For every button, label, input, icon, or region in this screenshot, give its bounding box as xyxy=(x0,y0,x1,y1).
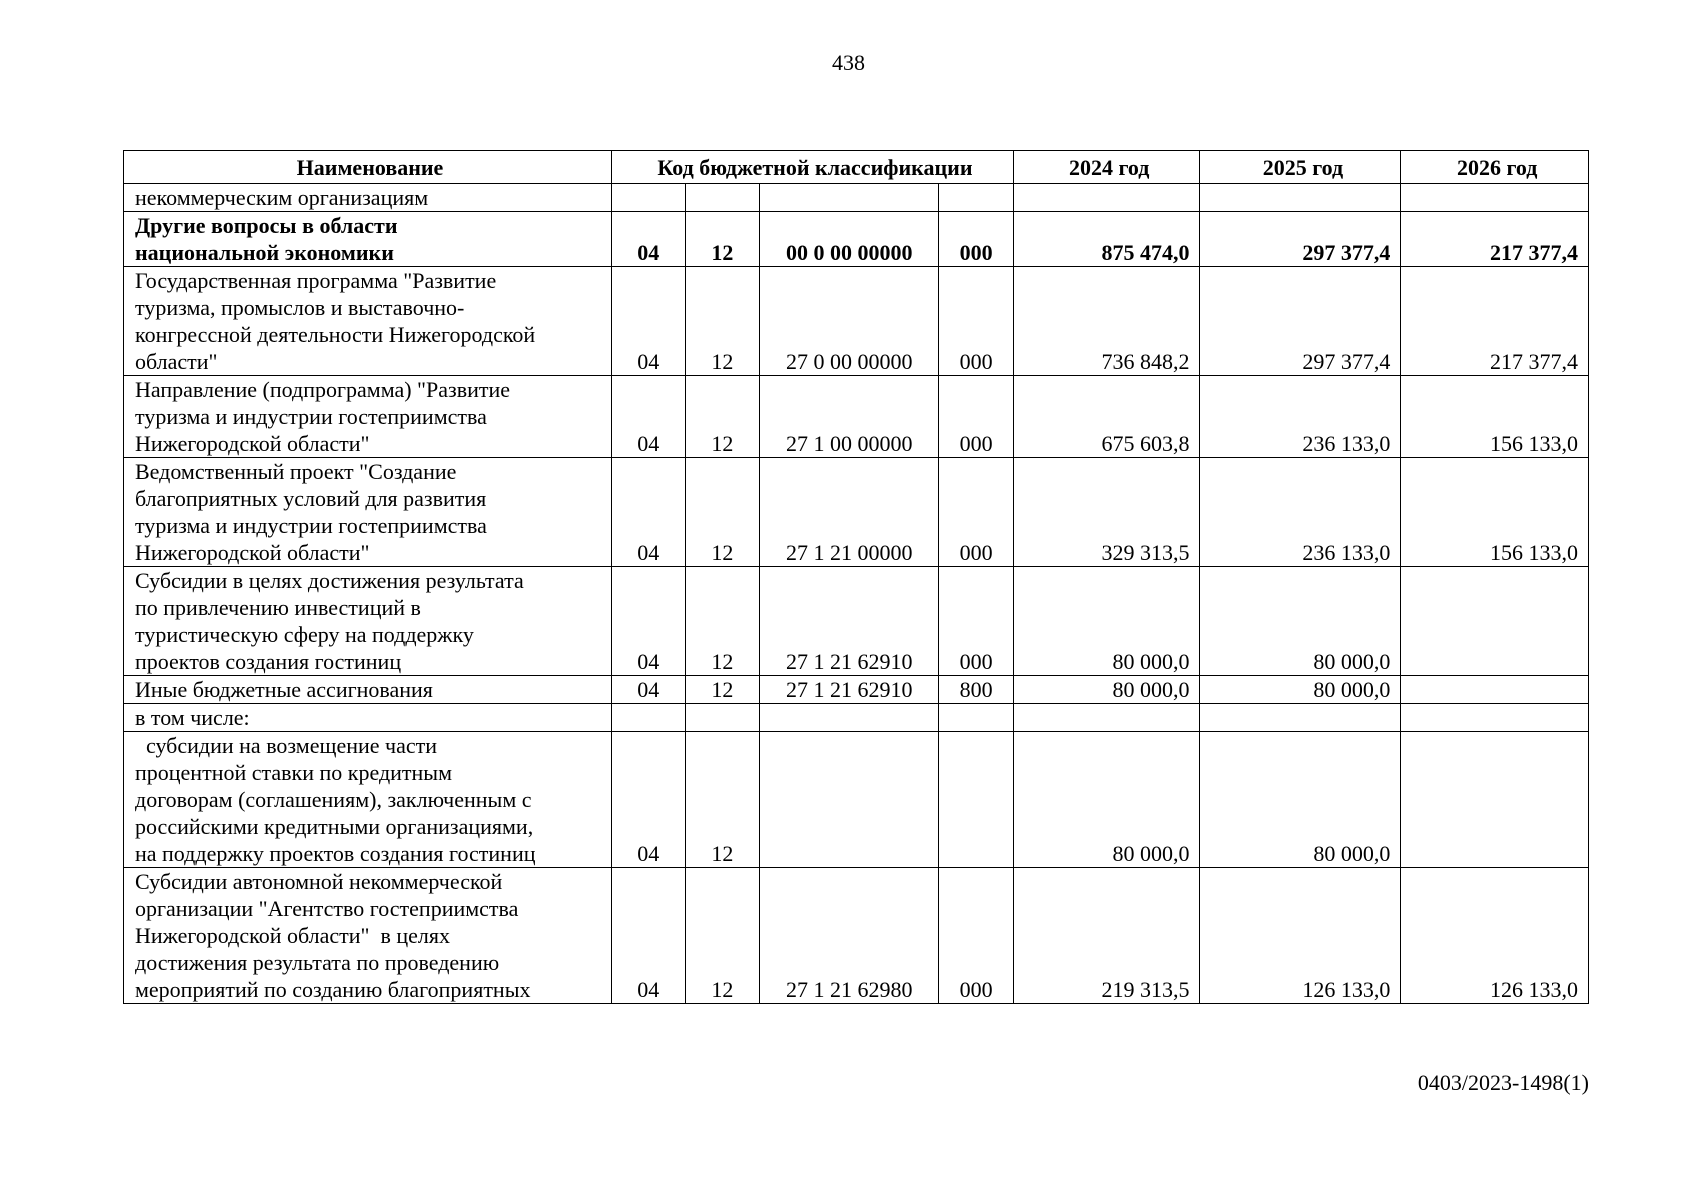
expense-type-code xyxy=(939,704,1014,732)
value-2025 xyxy=(1200,704,1401,732)
value-2024: 329 313,5 xyxy=(1013,458,1199,567)
row-name-line: Нижегородской области" xyxy=(135,431,370,456)
value-2026: 217 377,4 xyxy=(1401,267,1589,376)
target-article-code: 27 1 21 00000 xyxy=(760,458,939,567)
row-name xyxy=(124,458,612,567)
target-article-code: 27 1 21 62910 xyxy=(760,567,939,676)
target-article-code: 00 0 00 00000 xyxy=(760,212,939,267)
value-2026 xyxy=(1401,567,1589,676)
row-name xyxy=(124,868,612,1004)
value-2026 xyxy=(1401,732,1589,868)
value-2024 xyxy=(1013,184,1199,212)
value-2026 xyxy=(1401,676,1589,704)
row-name-line: туристическую сферу на поддержку xyxy=(135,622,474,647)
table-row xyxy=(124,704,1589,732)
row-name-line: Нижегородской области" xyxy=(135,540,370,565)
row-name-line: Направление (подпрограмма) "Развитие xyxy=(135,377,511,402)
value-2026: 156 133,0 xyxy=(1401,376,1589,458)
expense-type-code: 000 xyxy=(939,868,1014,1004)
table-row xyxy=(124,732,1589,868)
row-name-line: по привлечению инвестиций в xyxy=(135,595,421,620)
header-2024: 2024 год xyxy=(1013,151,1199,184)
row-name-line: некоммерческим организациям xyxy=(135,185,429,210)
value-2025: 80 000,0 xyxy=(1200,567,1401,676)
expense-type-code xyxy=(939,184,1014,212)
section-code: 04 xyxy=(611,567,685,676)
row-name-line: проектов создания гостиниц xyxy=(135,649,402,674)
section-code: 04 xyxy=(611,732,685,868)
value-2025: 126 133,0 xyxy=(1200,868,1401,1004)
value-2024: 80 000,0 xyxy=(1013,567,1199,676)
value-2025 xyxy=(1200,184,1401,212)
table-row xyxy=(124,184,1589,212)
row-name-line: Субсидии в целях достижения результата xyxy=(135,568,524,593)
section-code: 04 xyxy=(611,376,685,458)
target-article-code xyxy=(760,732,939,868)
expense-type-code: 000 xyxy=(939,567,1014,676)
target-article-code: 27 1 21 62910 xyxy=(760,676,939,704)
table-row xyxy=(124,458,1589,567)
row-name-line: Государственная программа "Развитие xyxy=(135,268,497,293)
row-name-line: туризма, промыслов и выставочно- xyxy=(135,295,465,320)
table-row xyxy=(124,868,1589,1004)
expense-type-code: 000 xyxy=(939,212,1014,267)
table-header-row xyxy=(124,151,1589,184)
target-article-code: 27 1 21 62980 xyxy=(760,868,939,1004)
row-name-line: Нижегородской области" в целях xyxy=(135,923,451,948)
target-article-code xyxy=(760,184,939,212)
value-2026 xyxy=(1401,184,1589,212)
target-article-code xyxy=(760,704,939,732)
target-article-code: 27 0 00 00000 xyxy=(760,267,939,376)
table-row xyxy=(124,676,1589,704)
row-name-line: в том числе: xyxy=(135,705,250,730)
budget-table xyxy=(123,150,1589,1004)
section-code: 04 xyxy=(611,868,685,1004)
subsection-code: 12 xyxy=(685,458,760,567)
target-article-code: 27 1 00 00000 xyxy=(760,376,939,458)
value-2024: 675 603,8 xyxy=(1013,376,1199,458)
row-name-line: туризма и индустрии гостеприимства xyxy=(135,513,487,538)
subsection-code: 12 xyxy=(685,212,760,267)
table-row xyxy=(124,567,1589,676)
expense-type-code: 000 xyxy=(939,458,1014,567)
value-2025: 297 377,4 xyxy=(1200,267,1401,376)
subsection-code: 12 xyxy=(685,267,760,376)
row-name xyxy=(124,184,612,212)
subsection-code: 12 xyxy=(685,732,760,868)
header-2026: 2026 год xyxy=(1401,151,1589,184)
row-name-line: российскими кредитными организациями, xyxy=(135,814,534,839)
header-code: Код бюджетной классификации xyxy=(611,151,1013,184)
section-code: 04 xyxy=(611,212,685,267)
row-name-line: туризма и индустрии гостеприимства xyxy=(135,404,487,429)
row-name xyxy=(124,267,612,376)
section-code: 04 xyxy=(611,676,685,704)
row-name xyxy=(124,704,612,732)
subsection-code: 12 xyxy=(685,376,760,458)
row-name-line: на поддержку проектов создания гостиниц xyxy=(135,841,536,866)
row-name-line: Субсидии автономной некоммерческой xyxy=(135,869,503,894)
value-2025: 236 133,0 xyxy=(1200,376,1401,458)
row-name xyxy=(124,376,612,458)
value-2025: 236 133,0 xyxy=(1200,458,1401,567)
row-name-line: организации "Агентство гостеприимства xyxy=(135,896,519,921)
expense-type-code xyxy=(939,732,1014,868)
table-row xyxy=(124,267,1589,376)
row-name-line: национальной экономики xyxy=(135,240,394,265)
row-name xyxy=(124,732,612,868)
value-2024: 219 313,5 xyxy=(1013,868,1199,1004)
subsection-code: 12 xyxy=(685,868,760,1004)
value-2024: 875 474,0 xyxy=(1013,212,1199,267)
row-name-line: Другие вопросы в области xyxy=(135,213,398,238)
section-code xyxy=(611,184,685,212)
subsection-code: 12 xyxy=(685,676,760,704)
row-name-line: субсидии на возмещение части xyxy=(135,733,437,758)
expense-type-code: 000 xyxy=(939,267,1014,376)
document-code: 0403/2023-1498(1) xyxy=(1417,1070,1589,1095)
table-row xyxy=(124,376,1589,458)
row-name-line: Ведомственный проект "Создание xyxy=(135,459,457,484)
section-code: 04 xyxy=(611,458,685,567)
row-name-line: конгрессной деятельности Нижегородской xyxy=(135,322,536,347)
row-name-line: Иные бюджетные ассигнования xyxy=(135,677,433,702)
row-name-line: области" xyxy=(135,349,218,374)
row-name-line: мероприятий по созданию благоприятных xyxy=(135,977,531,1002)
value-2024: 80 000,0 xyxy=(1013,676,1199,704)
value-2024 xyxy=(1013,704,1199,732)
row-name xyxy=(124,567,612,676)
table-body xyxy=(124,184,1589,1004)
expense-type-code: 000 xyxy=(939,376,1014,458)
subsection-code: 12 xyxy=(685,567,760,676)
value-2024: 80 000,0 xyxy=(1013,732,1199,868)
row-name-line: достижения результата по проведению xyxy=(135,950,500,975)
section-code: 04 xyxy=(611,267,685,376)
subsection-code xyxy=(685,704,760,732)
header-name: Наименование xyxy=(124,151,612,184)
value-2026: 156 133,0 xyxy=(1401,458,1589,567)
value-2024: 736 848,2 xyxy=(1013,267,1199,376)
table-row xyxy=(124,212,1589,267)
row-name-line: благоприятных условий для развития xyxy=(135,486,487,511)
row-name-line: договорам (соглашениям), заключенным с xyxy=(135,787,532,812)
subsection-code xyxy=(685,184,760,212)
value-2025: 80 000,0 xyxy=(1200,676,1401,704)
value-2025: 80 000,0 xyxy=(1200,732,1401,868)
row-name xyxy=(124,676,612,704)
row-name-line: процентной ставки по кредитным xyxy=(135,760,453,785)
header-2025: 2025 год xyxy=(1200,151,1401,184)
section-code xyxy=(611,704,685,732)
page-number: 438 xyxy=(832,50,865,75)
value-2026: 126 133,0 xyxy=(1401,868,1589,1004)
row-name xyxy=(124,212,612,267)
value-2026: 217 377,4 xyxy=(1401,212,1589,267)
expense-type-code: 800 xyxy=(939,676,1014,704)
value-2026 xyxy=(1401,704,1589,732)
value-2025: 297 377,4 xyxy=(1200,212,1401,267)
